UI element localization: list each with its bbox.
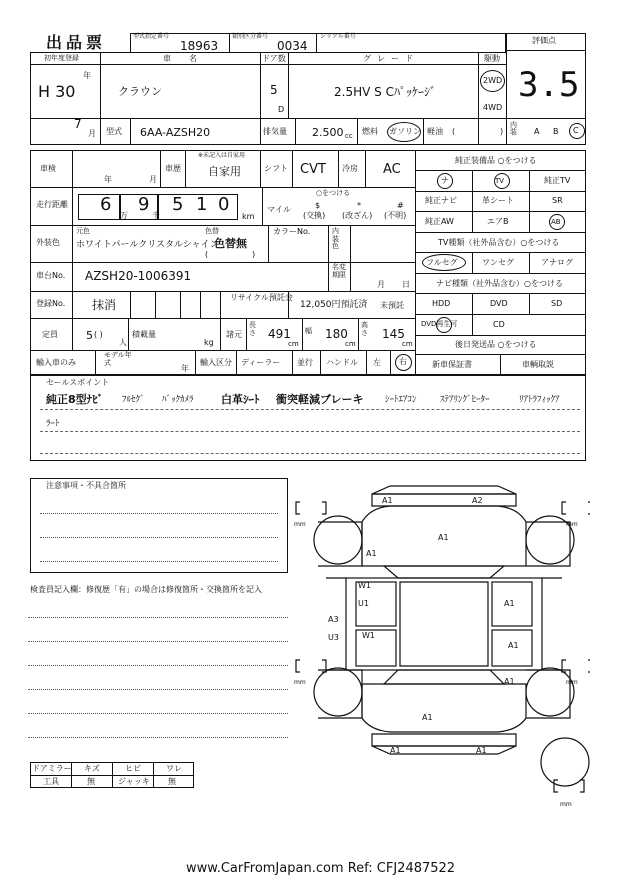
tools-r1-3: ヒビ bbox=[125, 764, 141, 773]
meter-label: マイル bbox=[267, 205, 291, 214]
sales-item-8: ﾘｱﾄﾗﾌｨｯｸｱ bbox=[519, 395, 560, 405]
chassis-value: AZSH20-1006391 bbox=[85, 269, 192, 283]
sales-item-1: 純正8型ﾅﾋﾞ bbox=[46, 393, 104, 406]
displacement-value: 2.500 bbox=[312, 126, 344, 139]
height-value: 145 bbox=[382, 327, 405, 341]
color-label: 外装色 bbox=[36, 238, 60, 247]
oil-paren-close: ) bbox=[500, 127, 504, 136]
sales-item-7: ｽﾃｱﾘﾝｸﾞﾋｰﾀｰ bbox=[440, 395, 490, 405]
drive-2wd: 2WD bbox=[483, 76, 503, 85]
equip-r1-1: ナ bbox=[441, 176, 449, 185]
rename-month: 月 bbox=[377, 280, 385, 289]
mark-trunk: A1 bbox=[422, 713, 433, 722]
interior-c: C bbox=[573, 126, 579, 135]
not-deposit: 未預託 bbox=[380, 301, 404, 310]
equip-r3-2: エアB bbox=[487, 217, 509, 226]
class-no-value: 0034 bbox=[277, 39, 308, 53]
repaint-value: 色替無 bbox=[214, 237, 247, 250]
int-color-label: 内装色 bbox=[332, 227, 339, 251]
displacement-unit: cc bbox=[345, 132, 353, 140]
orig-color-label: 元色 bbox=[76, 227, 90, 235]
shaken-month: 月 bbox=[149, 175, 157, 184]
sheet-title: 出品票 bbox=[46, 33, 107, 52]
footer-watermark: www.CarFromJapan.com Ref: CFJ2487522 bbox=[186, 861, 456, 876]
import-model-year: モデル年式 bbox=[104, 351, 132, 367]
equip-title: 純正装備品 ○をつける bbox=[455, 156, 537, 165]
wheel-front-left bbox=[314, 516, 362, 564]
height-label: 高さ bbox=[361, 321, 368, 337]
rename-day: 日 bbox=[402, 280, 410, 289]
capacity-unit: 人 bbox=[119, 338, 127, 347]
mark-rear-right-fender: A1 bbox=[504, 677, 515, 686]
import-parallel: 並行 bbox=[297, 358, 313, 367]
navi-title: ナビ種類（社外品含む）○をつける bbox=[436, 279, 563, 288]
first-reg-month-unit: 月 bbox=[88, 129, 96, 138]
shaken-label: 車検 bbox=[40, 164, 56, 173]
sales-point-frame bbox=[30, 375, 586, 461]
reg-value: 抹消 bbox=[92, 298, 117, 312]
mark-right-door-rear: A1 bbox=[508, 641, 519, 650]
mark-left-window-front: W1 bbox=[358, 581, 371, 590]
model-label: 型式 bbox=[106, 127, 122, 136]
tools-r2-4: 無 bbox=[168, 777, 176, 786]
width-label: 幅 bbox=[305, 327, 312, 335]
tools-r1-4: ワレ bbox=[166, 764, 182, 773]
serial-label: シリアル番号 bbox=[320, 33, 356, 40]
equip-r2-2: 革シート bbox=[482, 196, 514, 205]
mileage-digit-2: 9 bbox=[138, 194, 150, 215]
mm-front-left: mm bbox=[294, 521, 306, 528]
first-reg-label: 初年度登録 bbox=[44, 54, 79, 62]
equip-r2-3: SR bbox=[552, 196, 563, 205]
grade-value: 2.5HV S Cﾊﾟｯｹｰｼﾞ bbox=[334, 85, 436, 99]
sales-item-4: 白革ｼｰﾄ bbox=[221, 393, 260, 406]
equip-r1-2: TV bbox=[495, 177, 505, 185]
chassis-label: 車台No. bbox=[36, 271, 66, 280]
car-name-label: 車名 bbox=[163, 54, 215, 63]
doors-value: 5 bbox=[270, 83, 278, 97]
meter-opt3: (不明) bbox=[384, 211, 407, 220]
interior-b: B bbox=[553, 127, 559, 136]
mark-front-left-fender: A1 bbox=[366, 549, 377, 558]
sales-line-2: ﾗｰﾄ bbox=[46, 419, 60, 429]
color-paren-close: ) bbox=[252, 250, 256, 259]
equip-r3-3: AB bbox=[551, 218, 561, 226]
mm-front-right: mm bbox=[566, 521, 578, 528]
recycle-label-1: リサイクル預託金 bbox=[230, 293, 293, 302]
score-value: 3.5 bbox=[518, 65, 580, 105]
navi-1-1: HDD bbox=[432, 299, 451, 308]
color-paren-open: ( bbox=[205, 250, 209, 259]
tools-r2-3: ジャッキ bbox=[118, 777, 150, 786]
height-cm: cm bbox=[402, 340, 413, 348]
shift-label: シフト bbox=[264, 164, 288, 173]
recycle-value: 12,050円預託済 bbox=[300, 300, 368, 310]
navi-2-1: DVD再生可 bbox=[421, 320, 458, 328]
import-class-label: 輸入区分 bbox=[200, 358, 232, 367]
mark-rear-bumper-l: A1 bbox=[390, 746, 401, 755]
navi-1-2: DVD bbox=[490, 299, 508, 308]
navi-2-2: CD bbox=[493, 320, 505, 329]
meter-opt2-sym: * bbox=[357, 201, 361, 210]
import-label: 輸入車のみ bbox=[36, 358, 76, 367]
rename-label: 名変期限 bbox=[332, 263, 346, 279]
equip-r2-1: 純正ナビ bbox=[425, 196, 457, 205]
mark-left-side-a3: A3 bbox=[328, 615, 339, 624]
load-unit: kg bbox=[204, 338, 214, 347]
mark-left-side-u3: U3 bbox=[328, 633, 339, 642]
score-label: 評価点 bbox=[532, 36, 556, 45]
capacity-label: 定員 bbox=[42, 330, 58, 339]
mileage-cell-1 bbox=[78, 194, 120, 220]
handle-left: 左 bbox=[373, 358, 381, 367]
tools-r2-2: 無 bbox=[87, 777, 95, 786]
grade-label: グレード bbox=[363, 54, 419, 63]
displacement-label: 排気量 bbox=[263, 127, 287, 136]
import-dealer: ディーラー bbox=[241, 358, 281, 367]
length-value: 491 bbox=[268, 327, 291, 341]
equip-r3-1: 純正AW bbox=[425, 217, 454, 226]
tv-title: TV種類（社外品含む）○をつける bbox=[438, 238, 560, 247]
mark-left-door-front: U1 bbox=[358, 599, 369, 608]
type-no-label: 型式指定番号 bbox=[133, 33, 170, 40]
sales-point-label: セールスポイント bbox=[46, 378, 110, 387]
first-reg-era: H 30 bbox=[38, 82, 76, 101]
import-year: 年 bbox=[181, 364, 189, 373]
reg-label: 登録No. bbox=[36, 299, 66, 308]
mileage-unit: km bbox=[242, 212, 255, 221]
mileage-digit-1: 6 bbox=[100, 194, 112, 215]
history-value: 自家用 bbox=[208, 165, 241, 178]
ac-value: AC bbox=[383, 162, 401, 177]
later-2: 車輌取説 bbox=[522, 360, 554, 369]
meter-opt3-sym: # bbox=[397, 201, 404, 210]
width-cm: cm bbox=[345, 340, 356, 348]
navi-1-3: SD bbox=[551, 299, 563, 308]
type-no-value: 18963 bbox=[180, 39, 219, 53]
meter-opt2: (改ざん) bbox=[342, 211, 373, 220]
mark-hood: A1 bbox=[438, 533, 449, 542]
doors-sub: D bbox=[278, 105, 285, 114]
mark-rear-bumper-r: A1 bbox=[476, 746, 487, 755]
drive-label: 駆動 bbox=[484, 54, 500, 63]
sales-item-6: ｼｰﾄｴｱｺﾝ bbox=[385, 395, 417, 405]
fuel-label: 燃料 bbox=[362, 127, 378, 136]
sales-item-3: ﾊﾞｯｸｶﾒﾗ bbox=[162, 395, 194, 405]
handle-label: ハンドル bbox=[326, 358, 358, 367]
meter-option-header: ○をつける bbox=[316, 189, 351, 197]
drive-4wd: 4WD bbox=[483, 103, 503, 112]
length-label: 長さ bbox=[249, 321, 256, 337]
doors-label: ドア数 bbox=[262, 54, 286, 63]
ac-label: 冷房 bbox=[342, 164, 358, 173]
mark-right-door-front: A1 bbox=[504, 599, 515, 608]
inspector-label: 検査員記入欄：修復歴「有」の場合は修復箇所・交換箇所を記入 bbox=[30, 585, 262, 594]
shift-value: CVT bbox=[300, 162, 326, 177]
mileage-digit-5: 0 bbox=[218, 194, 230, 215]
first-reg-year-unit: 年 bbox=[83, 71, 91, 80]
equip-r1-3: 純正TV bbox=[544, 176, 571, 185]
fuel-value: ガソリン bbox=[389, 127, 421, 136]
tv-3: アナログ bbox=[541, 258, 573, 267]
car-name: クラウン bbox=[118, 85, 162, 98]
oil-label: 軽油 bbox=[427, 127, 443, 136]
wheel-rear-right bbox=[526, 668, 574, 716]
caution-frame bbox=[30, 478, 288, 573]
history-note: ※未記入は自家用 bbox=[198, 152, 246, 159]
car-damage-diagram bbox=[290, 482, 590, 812]
mileage-label: 走行距離 bbox=[36, 200, 68, 209]
mark-front-bumper-r: A2 bbox=[472, 496, 483, 505]
mileage-digit-4: 1 bbox=[196, 194, 208, 215]
interior-label: 内装 bbox=[510, 121, 517, 136]
spare-wheel bbox=[541, 738, 589, 786]
tools-r2-1: 工具 bbox=[43, 777, 59, 786]
later-1: 新車保証書 bbox=[432, 360, 472, 369]
mileage-sen: 千 bbox=[152, 211, 160, 220]
length-cm: cm bbox=[288, 340, 299, 348]
model-value: 6AA-AZSH20 bbox=[140, 126, 211, 139]
interior-a: A bbox=[534, 127, 540, 136]
load-label: 積載量 bbox=[132, 330, 156, 339]
wheel-rear-left bbox=[314, 668, 362, 716]
handle-right: 右 bbox=[399, 357, 407, 366]
first-reg-month: 7 bbox=[74, 117, 82, 131]
capacity-value: 5 bbox=[86, 329, 93, 342]
color-no-label: カラーNo. bbox=[273, 227, 311, 236]
mileage-digit-3: 5 bbox=[172, 194, 184, 215]
mark-left-window-rear: W1 bbox=[362, 631, 375, 640]
mileage-man: 万 bbox=[120, 211, 128, 220]
class-no-label: 類別区分番号 bbox=[232, 33, 269, 40]
history-label: 車歴 bbox=[165, 164, 181, 173]
tools-r1-1: ドアミラー bbox=[32, 764, 72, 773]
dims-label: 諸元 bbox=[226, 330, 242, 339]
sales-item-2: ﾌﾙｾｸﾞ bbox=[122, 395, 145, 405]
mm-spare: mm bbox=[560, 801, 572, 808]
meter-opt1-sym: $ bbox=[315, 201, 321, 210]
sales-item-5: 衝突軽減ブレーキ bbox=[276, 393, 364, 406]
capacity-paren: ( ) bbox=[94, 330, 103, 339]
tools-r1-2: キズ bbox=[84, 764, 100, 773]
oil-paren-open: ( bbox=[452, 127, 456, 136]
shaken-year: 年 bbox=[104, 175, 112, 184]
orig-color-value: ホワイトパールクリスタルシャイン bbox=[76, 240, 219, 250]
mark-front-bumper-l: A1 bbox=[382, 496, 393, 505]
color-code-label: 色替 bbox=[205, 227, 219, 235]
mm-rear-left: mm bbox=[294, 679, 306, 686]
mm-rear-right: mm bbox=[566, 679, 578, 686]
caution-label: 注意事項・不具合箇所 bbox=[46, 481, 126, 490]
later-title: 後日発送品 ○をつける bbox=[455, 340, 537, 349]
tv-2: ワンセグ bbox=[482, 258, 514, 267]
tv-1: フルセグ bbox=[426, 258, 458, 267]
width-value: 180 bbox=[325, 327, 348, 341]
meter-opt1: (交換) bbox=[303, 211, 326, 220]
